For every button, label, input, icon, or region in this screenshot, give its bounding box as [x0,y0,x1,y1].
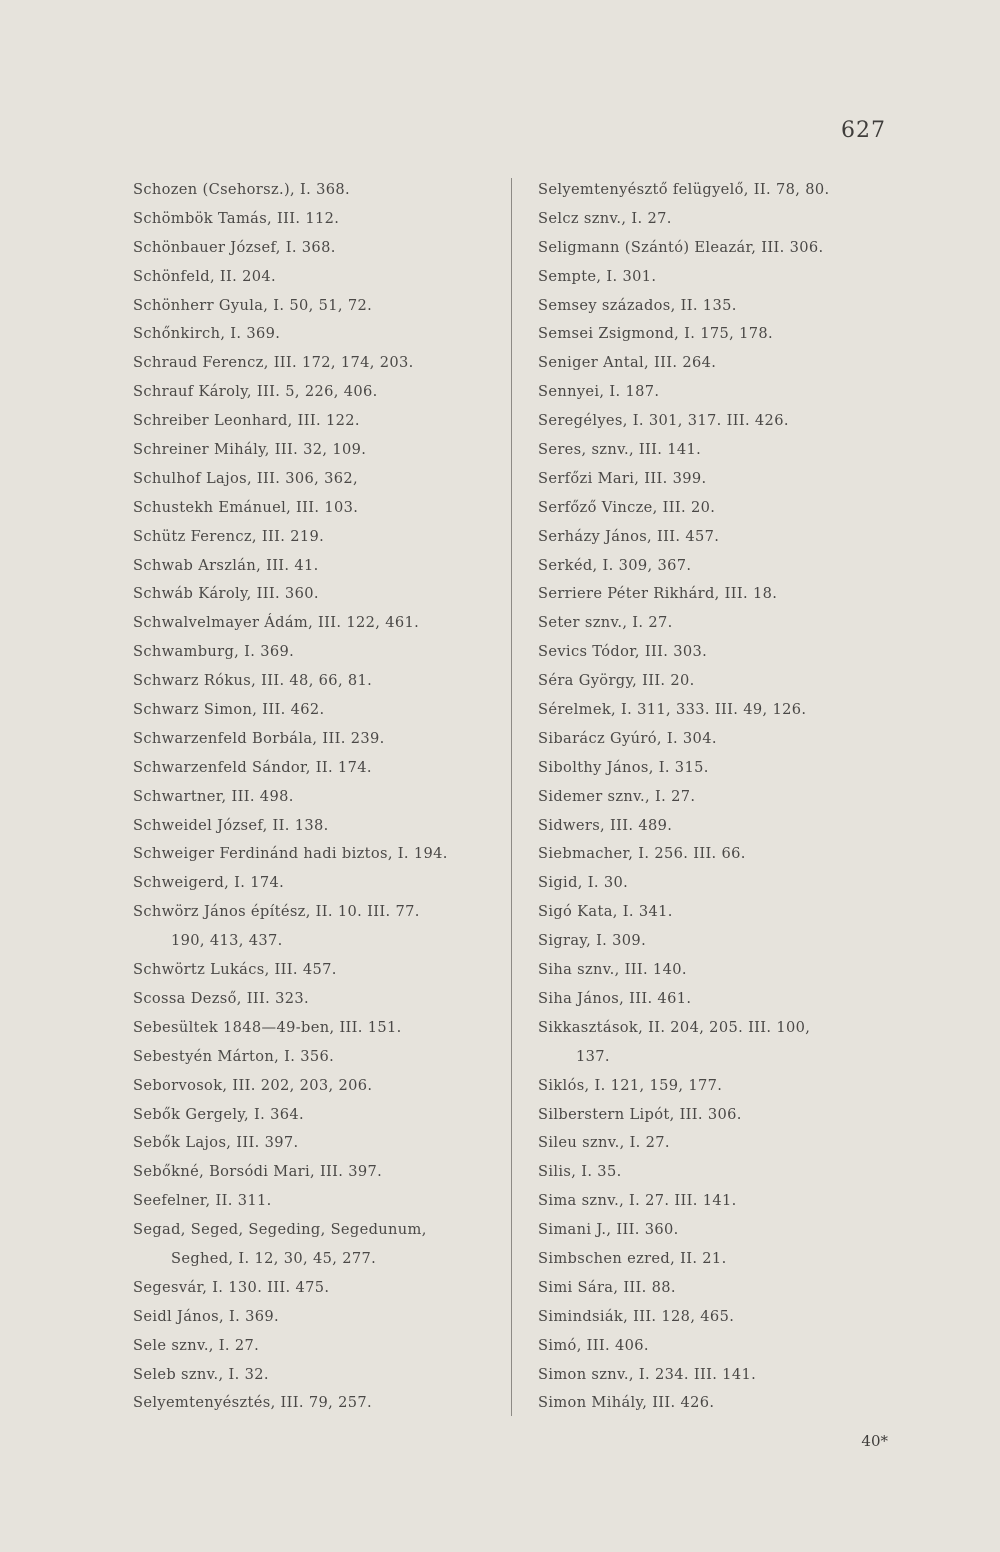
index-entry: Sebőkné, Borsódi Mari, III. 397. [133,1163,383,1181]
index-entry: Seniger Antal, III. 264. [538,354,717,372]
index-entry: Serfőző Vincze, III. 20. [538,498,716,516]
index-entry: Serkéd, I. 309, 367. [538,556,692,574]
index-entry: Schreiber Leonhard, III. 122. [133,412,360,430]
index-entry: Sempte, I. 301. [538,267,657,285]
index-entry: Serházy János, III. 457. [538,527,720,545]
index-entry: Seres, sznv., III. 141. [538,441,702,459]
index-entry: Séra György, III. 20. [538,672,695,690]
index-entry: Schönfeld, II. 204. [133,267,277,285]
index-entry: Schrauf Károly, III. 5, 226, 406. [133,383,378,401]
index-entry: Seter sznv., I. 27. [538,614,673,632]
index-entry: Schwörz János építész, II. 10. III. 77. [133,903,420,921]
index-entry: Selyemtenyésztő felügyelő, II. 78, 80. [538,181,830,198]
index-column-right [538,176,918,1418]
index-entry: Semsei Zsigmond, I. 175, 178. [538,325,774,343]
index-entry: Schwartner, III. 498. [133,787,294,805]
index-entry: Sikkasztások, II. 204, 205. III. 100, [538,1018,811,1036]
index-entry: Sele sznv., I. 27. [133,1336,260,1354]
index-entry: Schwarz Rókus, III. 48, 66, 81. [133,672,373,690]
index-entry: Schraud Ferencz, III. 172, 174, 203. [133,354,414,372]
index-entry: Seidl János, I. 369. [133,1307,279,1325]
index-entry: Schönherr Gyula, I. 50, 51, 72. [133,296,373,314]
index-entry: Sibolthy János, I. 315. [538,758,709,776]
index-entry: Seefelner, II. 311. [133,1192,272,1210]
index-entry: Sidemer sznv., I. 27. [538,787,696,805]
index-entry: Schütz Ferencz, III. 219. [133,527,325,545]
index-entry: Schweiger Ferdinánd hadi biztos, I. 194. [133,845,448,863]
index-entry: Siklós, I. 121, 159, 177. [538,1076,723,1094]
index-entry: Sidwers, III. 489. [538,816,673,834]
index-entry: Siha János, III. 461. [538,989,692,1007]
index-entry: Selyemtenyésztés, III. 79, 257. [133,1394,373,1412]
index-entry: Schreiner Mihály, III. 32, 109. [133,441,367,459]
index-column-left [133,176,503,1418]
index-entry: Semsey százados, II. 135. [538,296,737,314]
index-entry: Serfőzi Mari, III. 399. [538,469,707,487]
index-entry-continuation: 190, 413, 437. [171,932,283,950]
index-entry: Segesvár, I. 130. III. 475. [133,1278,330,1296]
index-entry: Simbschen ezred, II. 21. [538,1249,727,1267]
index-entry: Schwarzenfeld Borbála, III. 239. [133,729,385,747]
index-entry: Schwörtz Lukács, III. 457. [133,961,337,979]
index-entry: Scossa Dezső, III. 323. [133,989,309,1007]
index-entry: Schweigerd, I. 174. [133,874,285,892]
index-entry: Sebestyén Márton, I. 356. [133,1047,335,1065]
index-entry: Selcz sznv., I. 27. [538,209,672,227]
index-entry: Schwab Arszlán, III. 41. [133,556,319,574]
index-entry: Simó, III. 406. [538,1336,649,1354]
index-entry: Schwáb Károly, III. 360. [133,585,319,603]
index-entry: Silberstern Lipót, III. 306. [538,1105,742,1123]
index-entry: Seborvosok, III. 202, 203, 206. [133,1076,373,1094]
index-entry: Schőnkirch, I. 369. [133,325,281,343]
index-entry: Simi Sára, III. 88. [538,1278,676,1296]
index-entry: Simindsiák, III. 128, 465. [538,1307,735,1325]
index-entry: Schwarzenfeld Sándor, II. 174. [133,758,372,776]
index-entry: Sebők Gergely, I. 364. [133,1105,304,1123]
index-entry: Sigid, I. 30. [538,874,629,892]
sheet-signature: 40* [861,1432,888,1450]
index-entry: Sibarácz Gyúró, I. 304. [538,729,717,747]
index-entry: Seligmann (Szántó) Eleazár, III. 306. [538,238,824,256]
index-entry: Serriere Péter Rikhárd, III. 18. [538,585,778,603]
index-entry: Seregélyes, I. 301, 317. III. 426. [538,412,789,430]
index-entry: Simon Mihály, III. 426. [538,1394,715,1412]
index-entry: Siebmacher, I. 256. III. 66. [538,845,746,863]
index-entry: Sileu sznv., I. 27. [538,1134,670,1152]
index-entry: Schozen (Csehorsz.), I. 368. [133,181,350,198]
index-entry: Sigó Kata, I. 341. [538,903,673,921]
index-entry: Schönbauer József, I. 368. [133,238,336,256]
index-entry: Sevics Tódor, III. 303. [538,643,708,661]
index-entry: Sigray, I. 309. [538,932,647,950]
index-entry: Sima sznv., I. 27. III. 141. [538,1192,737,1210]
column-divider [511,178,512,1416]
index-entry: Sennyei, I. 187. [538,383,660,401]
index-entry: Schweidel József, II. 138. [133,816,329,834]
index-entry: Schömbök Tamás, III. 112. [133,209,340,227]
index-entry-continuation: 137. [576,1047,610,1065]
page-number: 627 [841,118,886,143]
index-entry: Schulhof Lajos, III. 306, 362, [133,469,359,487]
index-entry-continuation: Seghed, I. 12, 30, 45, 277. [171,1249,377,1267]
index-entry: Schwalvelmayer Ádám, III. 122, 461. [133,614,420,632]
index-entry: Sebesültek 1848—49-ben, III. 151. [133,1018,402,1036]
index-entry: Silis, I. 35. [538,1163,622,1181]
index-entry: Sebők Lajos, III. 397. [133,1134,299,1152]
index-entry: Schwamburg, I. 369. [133,643,295,661]
index-entry: Siha sznv., III. 140. [538,961,687,979]
index-entry: Simani J., III. 360. [538,1221,679,1239]
index-entry: Seleb sznv., I. 32. [133,1365,269,1383]
index-entry: Schustekh Emánuel, III. 103. [133,498,359,516]
index-entry: Sérelmek, I. 311, 333. III. 49, 126. [538,701,807,719]
index-entry: Schwarz Simon, III. 462. [133,701,325,719]
index-entry: Simon sznv., I. 234. III. 141. [538,1365,757,1383]
index-entry: Segad, Seged, Segeding, Segedunum, [133,1221,427,1239]
